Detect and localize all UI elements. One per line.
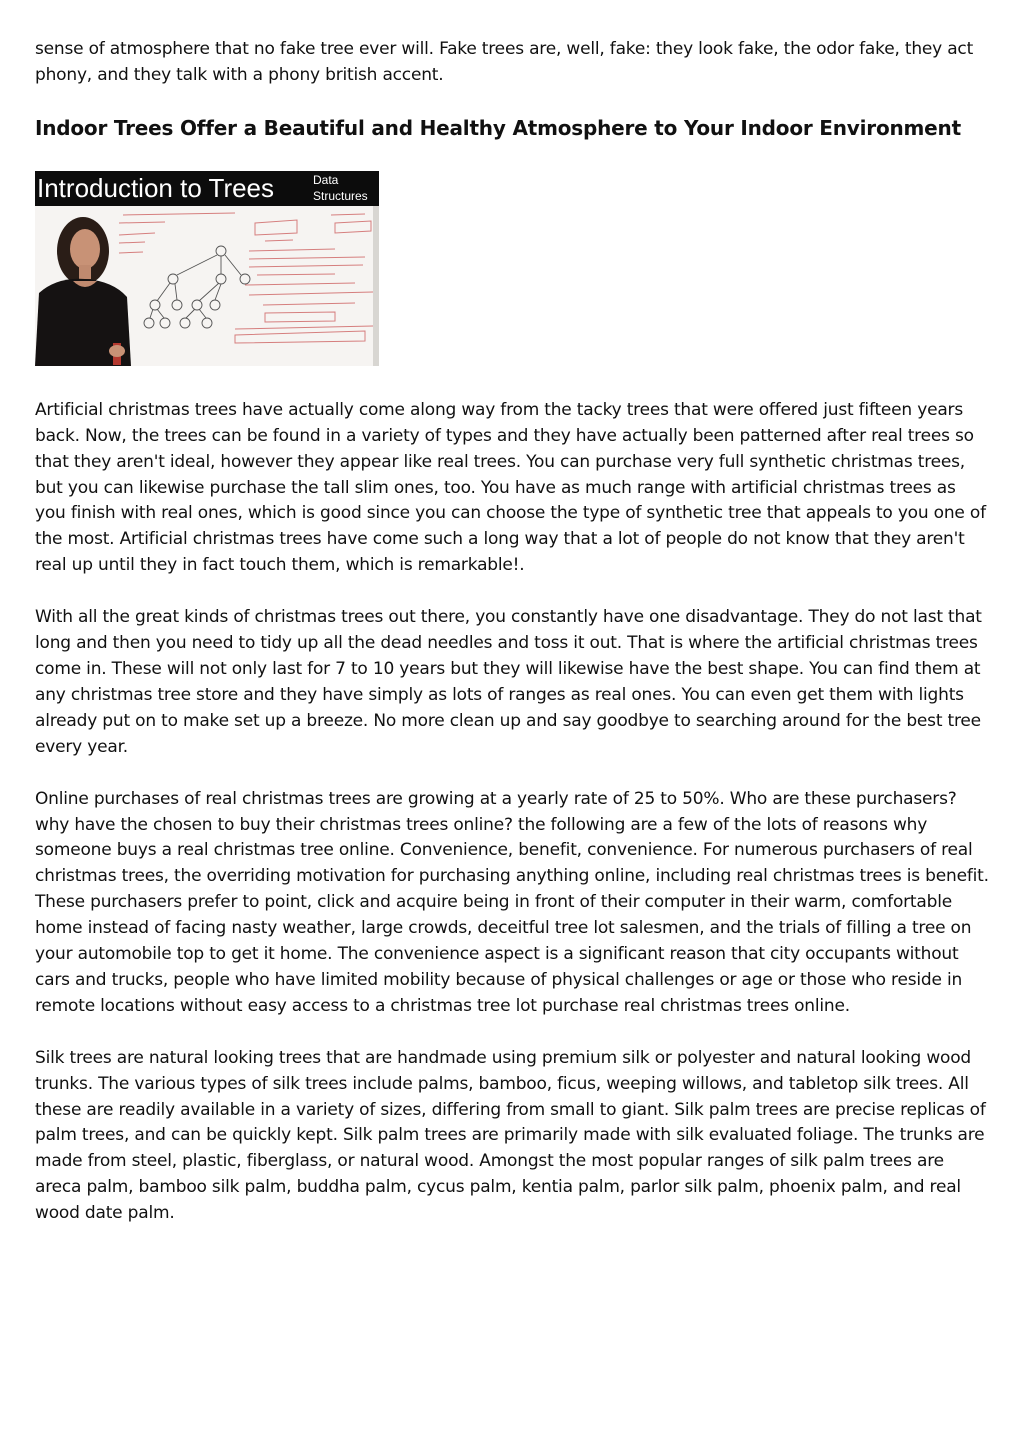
section-heading: Indoor Trees Offer a Beautiful and Healthy Atmosphere to Your Indoor Environment	[35, 115, 961, 140]
thumbnail-subtitle: Data Structures	[313, 172, 368, 203]
paragraph-artificial-trees: Artificial christmas trees have actually come along way from the tacky trees that were offered just fifteen years back. Now, the trees can be found in a variety of types and they have actually been patterned after real trees so that they aren't ideal, however they appear like real trees. You can purchase very full synthetic christmas trees, but you can likewise purchase the tall slim ones, too. You have as much range with artificial christmas trees as you finish with real ones, which is good since you can choose the type of synthetic tree that appeals to you one of the most. Artificial christmas trees have come such a long way that a lot of people do not know that they aren't real up until they in fact touch them, which is remarkable!.	[35, 399, 986, 576]
paragraph-silk-trees: Silk trees are natural looking trees that are handmade using premium silk or polyester and natural looking wood trunks. The various types of silk trees include palms, bamboo, ficus, weeping willows, and tabletop silk trees. All these are readily available in a variety of sizes, differing from small to giant. Silk palm trees are precise replicas of palm trees, and can be quickly kept. Silk palm trees are primarily made with silk evaluated foliage. The trunks are made from steel, plastic, fiberglass, or natural wood. Amongst the most popular ranges of silk palm trees are areca palm, bamboo silk palm, buddha palm, cycus palm, kentia palm, parlor silk palm, phoenix palm, and real wood date palm.	[35, 1047, 986, 1224]
intro-paragraph: sense of atmosphere that no fake tree ever will. Fake trees are, well, fake: they look fake, the odor fake, they act phony, and they talk with a phony british accent.	[35, 39, 974, 85]
thumbnail-title: Introduction to Trees	[37, 172, 275, 203]
video-thumbnail[interactable]	[35, 171, 379, 366]
paragraph-kinds-of-trees: With all the great kinds of christmas trees out there, you constantly have one disadvantage. They do not last that long and then you need to tidy up all the dead needles and toss it out. That is where the artificial christmas trees come in. These will not only last for 7 to 10 years but they will likewise have the best shape. You can find them at any christmas tree store and they have simply as lots of ranges as real ones. You can even get them with lights already put on to make set up a breeze. No more clean up and say goodbye to searching around for the best tree every year.	[35, 607, 982, 757]
paragraph-online-purchases: Online purchases of real christmas trees are growing at a yearly rate of 25 to 50%. Who are these purchasers? why have the chosen to buy their christmas trees online? the following are a few of the lots of reasons why someone buys a real christmas tree online. Convenience, benefit, convenience. For numerous purchasers of real christmas trees, the overriding motivation for purchasing anything online, including real christmas trees is benefit. These purchasers prefer to point, click and acquire being in front of their computer in their warm, comfortable home instead of facing nasty weather, large crowds, deceitful tree lot salesmen, and the trials of filling a tree on your automobile top to get it home. The convenience aspect is a significant reason that city occupants without cars and trucks, people who have limited mobility because of physical challenges or age or those who reside in remote locations without easy access to a christmas tree lot purchase real christmas trees online.	[35, 788, 989, 1016]
